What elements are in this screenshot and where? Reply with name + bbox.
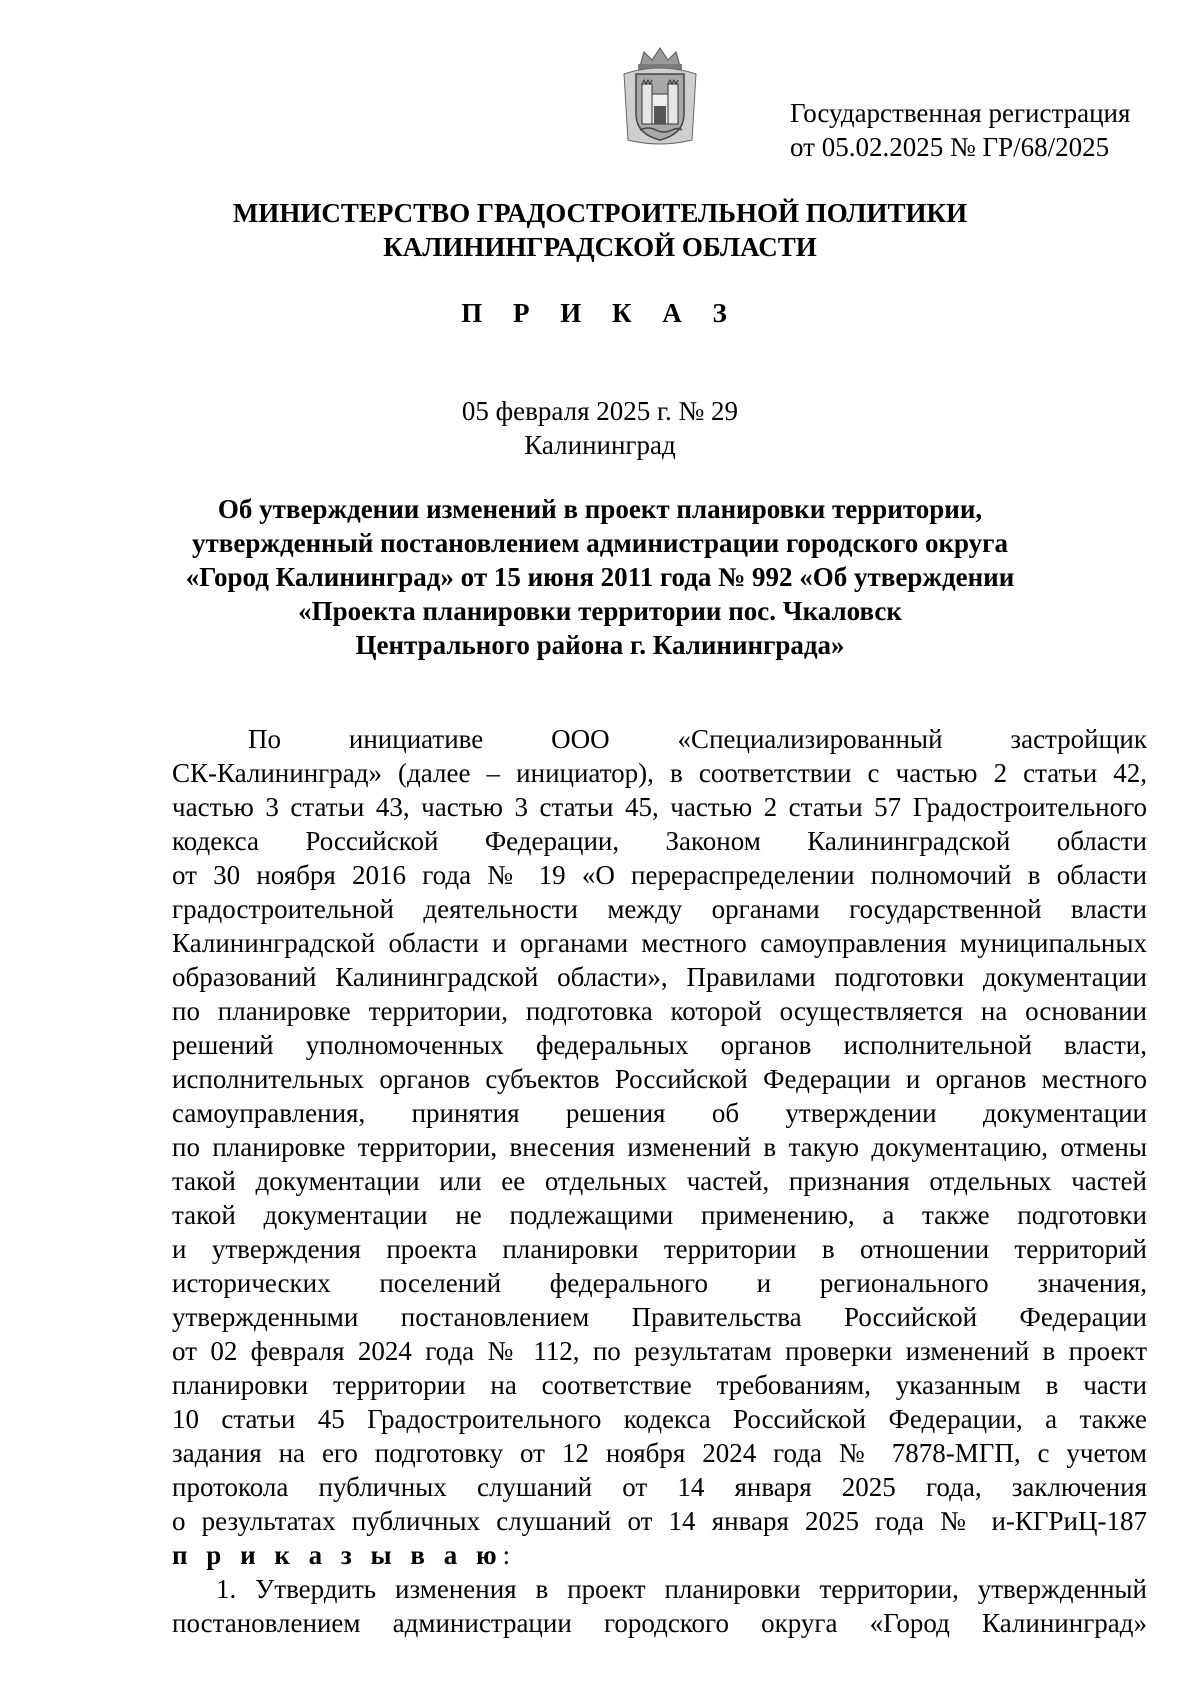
item-1-line: постановлением администрации городского округа «Город Калининград» <box>172 1608 1147 1638</box>
registration-number: от 05.02.2025 № ГР/68/2025 <box>790 132 1110 162</box>
order-subject <box>0 492 1200 662</box>
body-line: СК-Калининград» (далее – инициатор), в соответствии с частью 2 статьи 42, <box>172 758 1147 788</box>
body-line: По инициативе ООО «Специализированный застройщик <box>248 724 1147 754</box>
order-body <box>172 722 1147 1640</box>
body-line: исторических поселений федерального и регионального значения, <box>172 1268 1147 1298</box>
body-line: такой документации не подлежащими применению, а также подготовки <box>172 1200 1147 1230</box>
body-line: самоуправления, принятия решения об утверждении документации <box>172 1098 1147 1128</box>
body-line: такой документации или ее отдельных частей, признания отдельных частей <box>172 1166 1147 1196</box>
body-line: образований Калининградской области», Правилами подготовки документации <box>172 962 1147 992</box>
body-line: и утверждения проекта планировки территории в отношении территорий <box>172 1234 1147 1264</box>
subject-line: «Проекта планировки территории пос. Чкаловск <box>298 596 902 626</box>
body-line: исполнительных органов субъектов Российской Федерации и органов местного <box>172 1064 1147 1094</box>
order-word: п р и к а з ы в а ю <box>172 1540 503 1570</box>
order-city: Калининград <box>524 430 676 460</box>
body-line: кодекса Российской Федерации, Законом Калининградской области <box>172 826 1147 856</box>
order-colon: : <box>502 1540 511 1570</box>
registration-label: Государственная регистрация <box>790 98 1131 128</box>
item-1-line: 1. Утвердить изменения в проект планировки территории, утвержденный <box>216 1574 1147 1604</box>
body-line: утвержденными постановлением Правительства Российской Федерации <box>172 1302 1147 1332</box>
ministry-header <box>0 196 1200 264</box>
document-type-title: П Р И К А З <box>461 298 739 328</box>
order-directive <box>172 1538 1147 1572</box>
subject-line: Центрального района г. Калининграда» <box>355 630 845 660</box>
body-line: градостроительной деятельности между органами государственной власти <box>172 894 1147 924</box>
body-line: протокола публичных слушаний от 14 января 2025 года, заключения <box>172 1472 1147 1502</box>
subject-line: утвержденный постановлением администрации городского округа <box>192 528 1008 558</box>
body-line: о результатах публичных слушаний от 14 января 2025 года № и-КГРиЦ-187 <box>172 1506 1147 1536</box>
state-registration-stamp <box>790 96 1150 164</box>
ministry-name-line1: МИНИСТЕРСТВО ГРАДОСТРОИТЕЛЬНОЙ ПОЛИТИКИ <box>232 198 968 228</box>
coat-of-arms-emblem <box>618 44 702 148</box>
ministry-name-line2: КАЛИНИНГРАДСКОЙ ОБЛАСТИ <box>383 232 817 262</box>
body-line: Калининградской области и органами местного самоуправления муниципальных <box>172 928 1147 958</box>
body-line: решений уполномоченных федеральных органов исполнительной власти, <box>172 1030 1147 1060</box>
body-line: 10 статьи 45 Градостроительного кодекса Российской Федерации, а также <box>172 1404 1147 1434</box>
subject-line: «Город Калининград» от 15 июня 2011 года № 992 «Об утверждении <box>185 562 1015 592</box>
body-line: по планировке территории, внесения изменений в такую документацию, отмены <box>172 1132 1147 1162</box>
order-date-number: 05 февраля 2025 г. № 29 <box>461 396 739 426</box>
body-line: планировки территории на соответствие требованиям, указанным в части <box>172 1370 1147 1400</box>
body-line: от 30 ноября 2016 года № 19 «О перераспределении полномочий в области <box>172 860 1147 890</box>
coat-of-arms-icon <box>618 44 702 148</box>
body-line: по планировке территории, подготовка которой осуществляется на основании <box>172 996 1147 1026</box>
subject-line: Об утверждении изменений в проект планировки территории, <box>217 494 983 524</box>
body-line: частью 3 статьи 43, частью 3 статьи 45, частью 2 статьи 57 Градостроительного <box>172 792 1147 822</box>
body-line: задания на его подготовку от 12 ноября 2024 года № 7878-МГП, с учетом <box>172 1438 1147 1468</box>
date-and-place <box>0 394 1200 462</box>
body-line: от 02 февраля 2024 года № 112, по результатам проверки изменений в проект <box>172 1336 1147 1366</box>
